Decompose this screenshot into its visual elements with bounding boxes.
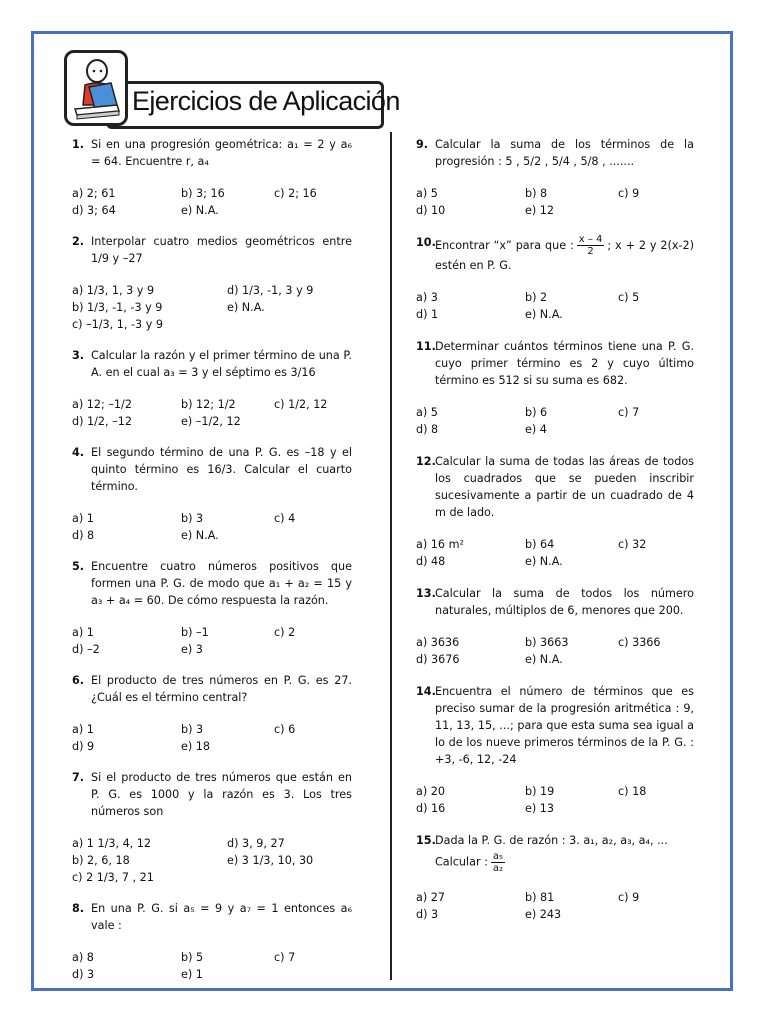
answer-options — [72, 396, 352, 430]
answer-option: c) –1/3, 1, -3 y 9 — [72, 318, 164, 331]
question-2 — [72, 233, 352, 333]
column-divider — [390, 132, 392, 980]
fraction — [577, 234, 605, 257]
answer-option: e) N.A. — [181, 529, 219, 542]
question-stem — [72, 347, 352, 381]
answer-option: b) 2 — [525, 291, 548, 304]
answer-option: b) 2, 6, 18 — [72, 854, 130, 867]
question-stem — [72, 769, 352, 820]
answer-option: d) 10 — [416, 204, 446, 217]
question-stem — [416, 338, 694, 389]
answer-option: b) 64 — [525, 538, 555, 551]
answer-row — [72, 852, 352, 869]
answer-option: b) 19 — [525, 785, 555, 798]
question-number: 15. — [416, 834, 436, 847]
answer-option: c) 18 — [618, 785, 647, 798]
question-1 — [72, 136, 352, 219]
answer-option: e) 1 — [181, 968, 203, 981]
answer-options — [416, 634, 694, 668]
question-stem — [72, 672, 352, 706]
question-15 — [416, 832, 694, 923]
question-3 — [72, 347, 352, 430]
answer-row — [416, 783, 694, 800]
answer-row — [416, 404, 694, 421]
answer-row — [72, 641, 352, 658]
answer-option: e) 243 — [525, 908, 562, 921]
answer-options — [72, 510, 352, 544]
student-reading-icon — [64, 50, 128, 126]
answer-option: c) 9 — [618, 891, 640, 904]
answer-row — [416, 800, 694, 817]
answer-row — [416, 553, 694, 570]
question-6 — [72, 672, 352, 755]
question-stem — [416, 453, 694, 521]
question-stem — [72, 233, 352, 267]
answer-option: e) –1/2, 12 — [181, 415, 241, 428]
answer-option: e) 3 — [181, 643, 203, 656]
answer-option: d) 3 — [416, 908, 439, 921]
answer-row — [72, 185, 352, 202]
answer-options — [416, 289, 694, 323]
answer-row — [72, 738, 352, 755]
answer-option: a) 27 — [416, 891, 446, 904]
question-text: Calcular la suma de todas las áreas de todos los cuadrados que se pueden inscribir sucesivamente a partir de un cuadrado de 4 m de lado. — [435, 455, 694, 519]
question-number: 13. — [416, 587, 436, 600]
answer-option: b) 81 — [525, 891, 555, 904]
question-number: 2. — [72, 235, 85, 248]
answer-option: a) 1 — [72, 626, 94, 639]
question-text: El segundo término de una P. G. es –18 y el quinto término es 16/3. Calcular el cuarto término. — [91, 446, 352, 493]
question-stem — [72, 444, 352, 495]
answer-option: e) 3 1/3, 10, 30 — [227, 854, 314, 867]
answer-options — [416, 536, 694, 570]
question-stem — [416, 683, 694, 768]
answer-options — [72, 624, 352, 658]
question-8 — [72, 900, 352, 983]
answer-option: a) 1 — [72, 723, 94, 736]
answer-option: a) 20 — [416, 785, 446, 798]
answer-row — [416, 536, 694, 553]
answer-option: b) 8 — [525, 187, 548, 200]
answer-row — [416, 906, 694, 923]
question-text: El producto de tres números en P. G. es 27. ¿Cuál es el término central? — [91, 674, 352, 704]
question-text: Encuentra el número de términos que es preciso sumar de la progresión aritmética : 9, 11, 13, 15, ...; para que esta suma sea igual a lo de los nueve primeros términos de la P. G. : +3, -6, 12, -24 — [435, 685, 694, 766]
answer-option: d) 1 — [416, 308, 439, 321]
answer-option: a) 12; –1/2 — [72, 398, 132, 411]
answer-option: c) 1/2, 12 — [274, 398, 328, 411]
answer-option: e) 4 — [525, 423, 547, 436]
answer-option: b) 12; 1/2 — [181, 398, 236, 411]
answer-options — [72, 185, 352, 219]
answer-option: a) 1 1/3, 4, 12 — [72, 837, 152, 850]
calc-line — [435, 851, 694, 874]
answer-option: d) 8 — [72, 529, 95, 542]
answer-row — [416, 634, 694, 651]
answer-option: e) N.A. — [525, 555, 563, 568]
question-number: 12. — [416, 455, 436, 468]
question-number: 14. — [416, 685, 436, 698]
answer-option: c) 6 — [274, 723, 296, 736]
answer-row — [72, 510, 352, 527]
answer-option: c) 9 — [618, 187, 640, 200]
page-title: Ejercicios de Aplicación — [132, 86, 400, 116]
answer-option: c) 7 — [618, 406, 640, 419]
question-stem — [416, 832, 694, 874]
question-12 — [416, 453, 694, 570]
question-14 — [416, 683, 694, 817]
answer-row — [72, 624, 352, 641]
question-text-b: ; x + 2 y 2(x-2) estén en P. G. — [435, 238, 694, 272]
answer-row — [416, 889, 694, 906]
right-column — [416, 136, 694, 938]
answer-options — [72, 721, 352, 755]
question-4 — [72, 444, 352, 544]
question-number: 10. — [416, 236, 436, 249]
question-11 — [416, 338, 694, 438]
question-text: Dada la P. G. de razón : 3. a₁, a₂, a₃, a₄, ... — [435, 834, 668, 847]
answer-option: d) 3676 — [416, 653, 460, 666]
answer-options — [416, 404, 694, 438]
calc-label: Calcular : — [435, 855, 488, 869]
question-number: 4. — [72, 446, 85, 459]
answer-option: d) 1/3, -1, 3 y 9 — [227, 284, 314, 297]
answer-option: c) 3366 — [618, 636, 661, 649]
question-text: Si en una progresión geométrica: a₁ = 2 y a₆ = 64. Encuentre r, a₄ — [91, 138, 352, 168]
answer-option: d) 3 — [72, 968, 95, 981]
answer-option: a) 5 — [416, 187, 438, 200]
answer-options — [416, 889, 694, 923]
answer-option: d) 1/2, –12 — [72, 415, 132, 428]
question-text: Encuentre cuatro números positivos que formen una P. G. de modo que a₁ + a₂ = 15 y a₃ + a₄ = 60. De cómo respuesta la razón. — [91, 560, 352, 607]
answer-option: b) 3; 16 — [181, 187, 225, 200]
question-13 — [416, 585, 694, 668]
answer-option: c) 2 1/3, 7 , 21 — [72, 871, 154, 884]
answer-option: e) N.A. — [525, 653, 563, 666]
question-text: Interpolar cuatro medios geométricos entre 1/9 y –27 — [91, 235, 352, 265]
answer-option: e) 18 — [181, 740, 211, 753]
answer-option: b) 1/3, -1, -3 y 9 — [72, 301, 163, 314]
question-number: 1. — [72, 138, 85, 151]
answer-option: e) 12 — [525, 204, 555, 217]
question-7 — [72, 769, 352, 886]
answer-options — [72, 835, 352, 886]
question-number: 5. — [72, 560, 85, 573]
answer-row — [416, 651, 694, 668]
answer-options — [416, 783, 694, 817]
answer-row — [72, 202, 352, 219]
question-text — [435, 234, 694, 273]
answer-row — [416, 202, 694, 219]
answer-option: e) 13 — [525, 802, 555, 815]
answer-option: a) 1 — [72, 512, 94, 525]
question-number: 7. — [72, 771, 85, 784]
answer-row — [72, 835, 352, 852]
answer-option: d) 16 — [416, 802, 446, 815]
question-stem — [72, 558, 352, 609]
header — [58, 48, 400, 132]
answer-row — [72, 396, 352, 413]
question-stem — [416, 136, 694, 170]
fraction — [491, 851, 505, 874]
answer-option: d) 48 — [416, 555, 446, 568]
question-text-a: Encontrar “x” para que : — [435, 238, 574, 252]
answer-option: c) 5 — [618, 291, 640, 304]
question-stem — [72, 136, 352, 170]
answer-option: c) 4 — [274, 512, 296, 525]
question-text: Calcular la suma de los términos de la progresión : 5 , 5/2 , 5/4 , 5/8 , ....... — [435, 138, 694, 168]
answer-option: c) 7 — [274, 951, 296, 964]
answer-row — [72, 869, 352, 886]
answer-row — [72, 299, 352, 316]
answer-option: b) 3663 — [525, 636, 569, 649]
question-text: Determinar cuántos términos tiene una P. G. cuyo primer término es 2 y cuyo último término es 512 si su suma es 682. — [435, 340, 694, 387]
question-stem — [416, 585, 694, 619]
answer-option: c) 2 — [274, 626, 296, 639]
question-number: 3. — [72, 349, 85, 362]
answer-option: a) 16 m² — [416, 538, 464, 551]
answer-row — [416, 306, 694, 323]
answer-row — [72, 949, 352, 966]
answer-option: a) 3636 — [416, 636, 460, 649]
question-10 — [416, 234, 694, 323]
answer-option: b) 3 — [181, 723, 204, 736]
answer-options — [72, 282, 352, 333]
question-number: 9. — [416, 138, 429, 151]
question-text: Calcular la razón y el primer término de una P. A. en el cual a₃ = 3 y el séptimo es 3/16 — [91, 349, 352, 379]
answer-option: b) 3 — [181, 512, 204, 525]
question-stem — [72, 900, 352, 934]
answer-row — [416, 289, 694, 306]
fraction-denominator: 2 — [587, 246, 594, 257]
answer-options — [72, 949, 352, 983]
question-number: 8. — [72, 902, 85, 915]
question-5 — [72, 558, 352, 658]
answer-option: b) –1 — [181, 626, 209, 639]
fraction-numerator: a₅ — [492, 851, 504, 862]
answer-row — [72, 413, 352, 430]
answer-option: e) N.A. — [525, 308, 563, 321]
question-number: 6. — [72, 674, 85, 687]
fraction-denominator: a₂ — [492, 863, 504, 874]
answer-option: e) N.A. — [181, 204, 219, 217]
answer-option: d) 3, 9, 27 — [227, 837, 285, 850]
answer-option: a) 3 — [416, 291, 438, 304]
left-column — [72, 136, 352, 997]
answer-option: d) 8 — [416, 423, 439, 436]
question-9 — [416, 136, 694, 219]
answer-option: d) –2 — [72, 643, 100, 656]
answer-row — [416, 185, 694, 202]
question-number: 11. — [416, 340, 436, 353]
question-text: En una P. G. si a₅ = 9 y a₇ = 1 entonces a₆ vale : — [91, 902, 352, 932]
answer-row — [72, 527, 352, 544]
fraction-numerator: x – 4 — [578, 234, 603, 245]
answer-option: b) 6 — [525, 406, 548, 419]
answer-option: d) 9 — [72, 740, 95, 753]
question-stem — [416, 234, 694, 274]
answer-row — [72, 282, 352, 299]
answer-row — [72, 721, 352, 738]
answer-option: a) 1/3, 1, 3 y 9 — [72, 284, 155, 297]
answer-option: a) 5 — [416, 406, 438, 419]
answer-options — [416, 185, 694, 219]
question-text: Calcular la suma de todos los número naturales, múltiplos de 6, menores que 200. — [435, 587, 694, 617]
answer-row — [72, 316, 352, 333]
answer-option: d) 3; 64 — [72, 204, 116, 217]
question-text: Si el producto de tres números que están en P. G. es 1000 y la razón es 3. Los tres números son — [91, 771, 352, 818]
answer-option: b) 5 — [181, 951, 204, 964]
answer-row — [416, 421, 694, 438]
answer-row — [72, 966, 352, 983]
answer-option: e) N.A. — [227, 301, 265, 314]
answer-option: a) 2; 61 — [72, 187, 116, 200]
answer-option: c) 32 — [618, 538, 647, 551]
answer-option: a) 8 — [72, 951, 94, 964]
answer-option: c) 2; 16 — [274, 187, 317, 200]
